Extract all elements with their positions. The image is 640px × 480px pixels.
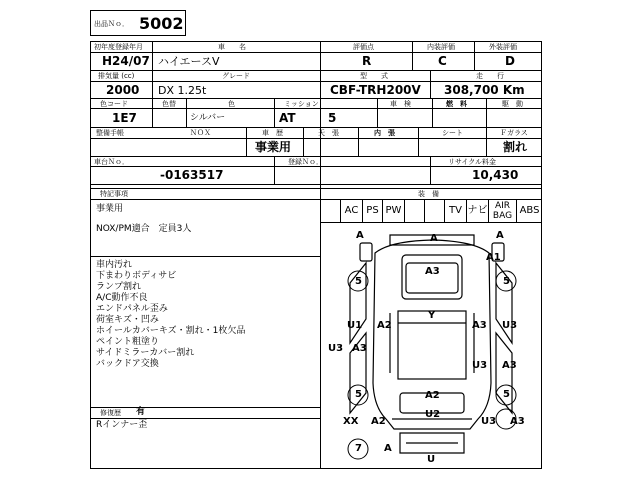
equip-blank-2: [424, 200, 444, 222]
notes-label: 特記事項: [100, 190, 128, 198]
car-name-label: 車 名: [218, 43, 246, 51]
list-item: 下まわりボディサビ: [96, 271, 177, 281]
sunroof-label: 天 張: [318, 129, 339, 137]
inspection-label: 車 検: [390, 100, 411, 108]
color-change-label: 色替: [162, 100, 176, 108]
color-code-value: 1E7: [112, 111, 137, 125]
recycle-label: リサイクル料金: [448, 158, 497, 166]
mark-u3-left: U3: [328, 343, 344, 354]
repair-note: Rインナー歪: [96, 420, 148, 430]
reg-no-label: 登録Ｎｏ．: [288, 158, 323, 166]
color-value: シルバー: [190, 113, 226, 123]
mark-a-top-center: A: [430, 233, 438, 244]
list-item: ホイールカバーキズ・割れ・1枚欠品: [96, 326, 246, 336]
color-code-label: 色コード: [100, 100, 128, 108]
notes-line-2: NOX/PM適合 定員3人: [96, 224, 192, 234]
color-label: 色: [228, 100, 235, 108]
mark-a1: A1: [486, 252, 501, 263]
equip-tv: TV: [444, 200, 466, 222]
list-item: A/C動作不良: [96, 293, 148, 303]
mark-5-left: 5: [355, 276, 362, 287]
mark-5-right: 5: [503, 276, 510, 287]
manual-label: 整備手帳: [96, 129, 124, 137]
mark-u1-left: U1: [347, 320, 363, 331]
grade-value: DX 1.25t: [158, 84, 207, 97]
transmission-label: ミッション: [284, 100, 319, 108]
drive-label: 駆 動: [502, 100, 523, 108]
first-reg-value: H24/07: [102, 54, 150, 68]
equip-airbag: AIR BAG: [488, 200, 516, 222]
equipment-label: 装 備: [418, 190, 439, 198]
list-item: サイドミラーカバー割れ: [96, 348, 195, 358]
mark-5-right-2: 5: [503, 389, 510, 400]
mark-5-left-2: 5: [355, 389, 362, 400]
repair-history-label: 修復歴: [100, 409, 121, 417]
mark-xx: XX: [343, 416, 359, 427]
mark-a-bottom: A: [384, 443, 392, 454]
mark-a3-right-2: A3: [502, 360, 517, 371]
mark-a3-right: A3: [472, 320, 487, 331]
exterior-label: 外装評価: [489, 43, 517, 51]
upholstery-label: 内 張: [374, 129, 395, 137]
list-item: ランプ割れ: [96, 282, 142, 292]
mark-u3-right-2: U3: [472, 360, 488, 371]
car-name-value: ハイエースV: [158, 55, 220, 68]
lot-number-box: [90, 10, 186, 36]
equip-navi: ナビ: [466, 200, 488, 222]
history-value: 事業用: [255, 140, 292, 154]
equip-abs: ABS: [516, 200, 542, 222]
list-item: バックドア交換: [96, 359, 159, 369]
mark-a2-left: A2: [377, 320, 392, 331]
first-reg-label: 初年度登録年月: [94, 43, 143, 51]
seating-value: 5: [328, 111, 337, 125]
notes-line-1: 事業用: [96, 204, 124, 214]
mark-u3-right: U3: [502, 320, 518, 331]
mark-y: Y: [428, 310, 436, 321]
list-item: ペイント粗塗り: [96, 337, 160, 347]
mileage-label: 走 行: [476, 72, 504, 80]
seat-label: シート: [442, 129, 463, 137]
mark-7: 7: [355, 443, 362, 454]
interior-label: 内装評価: [427, 43, 455, 51]
mark-u2: U2: [425, 409, 441, 420]
equip-ps: PS: [362, 200, 382, 222]
displacement-value: 2000: [106, 83, 140, 97]
chassis-no-value: -0163517: [160, 168, 224, 182]
rear-glass-label: Ｆガラス: [500, 129, 528, 137]
rear-glass-value: 割れ: [503, 140, 528, 154]
list-item: 車内汚れ: [96, 260, 133, 270]
mark-a3-top: A3: [425, 266, 440, 277]
exterior-value: D: [505, 54, 515, 68]
list-item: エンドパネル歪み: [96, 304, 168, 314]
mark-a-top-right: A: [496, 230, 504, 241]
score-value: R: [362, 54, 372, 68]
model-label: 型 式: [360, 72, 388, 80]
lot-number: 5002: [139, 14, 184, 33]
displacement-label: 排気量 (cc): [98, 72, 135, 80]
equip-blank-1: [404, 200, 424, 222]
mark-u-bottom: U: [427, 454, 436, 465]
lot-label: 出品Ｎｏ．: [94, 20, 129, 28]
notes-list: [96, 260, 245, 370]
recycle-value: 10,430: [472, 168, 519, 182]
interior-value: C: [438, 54, 447, 68]
transmission-value: AT: [279, 111, 296, 125]
history-label: 車 歴: [262, 129, 283, 137]
mark-u3-bottom-right: U3: [481, 416, 497, 427]
nox-label: ＮＯＸ: [190, 129, 211, 137]
grade-label: グレード: [222, 72, 250, 80]
chassis-no-label: 車台Ｎｏ．: [94, 158, 129, 166]
model-value: CBF-TRH200V: [330, 83, 421, 97]
equip-ac: AC: [340, 200, 362, 222]
list-item: 荷室キズ・凹み: [96, 315, 159, 325]
mark-a3-bottom-right: A3: [510, 416, 525, 427]
repair-history-value: 有: [136, 407, 146, 417]
mileage-value: 308,700 Km: [444, 83, 525, 97]
mark-a3-left: A3: [352, 343, 367, 354]
mark-a2-bottom-left: A2: [371, 416, 386, 427]
equip-pw: PW: [382, 200, 404, 222]
score-label: 評価点: [353, 43, 374, 51]
mark-a2-mid: A2: [425, 390, 440, 401]
mark-a-top-left: A: [356, 230, 364, 241]
fuel-label: 燃 料: [446, 100, 467, 108]
